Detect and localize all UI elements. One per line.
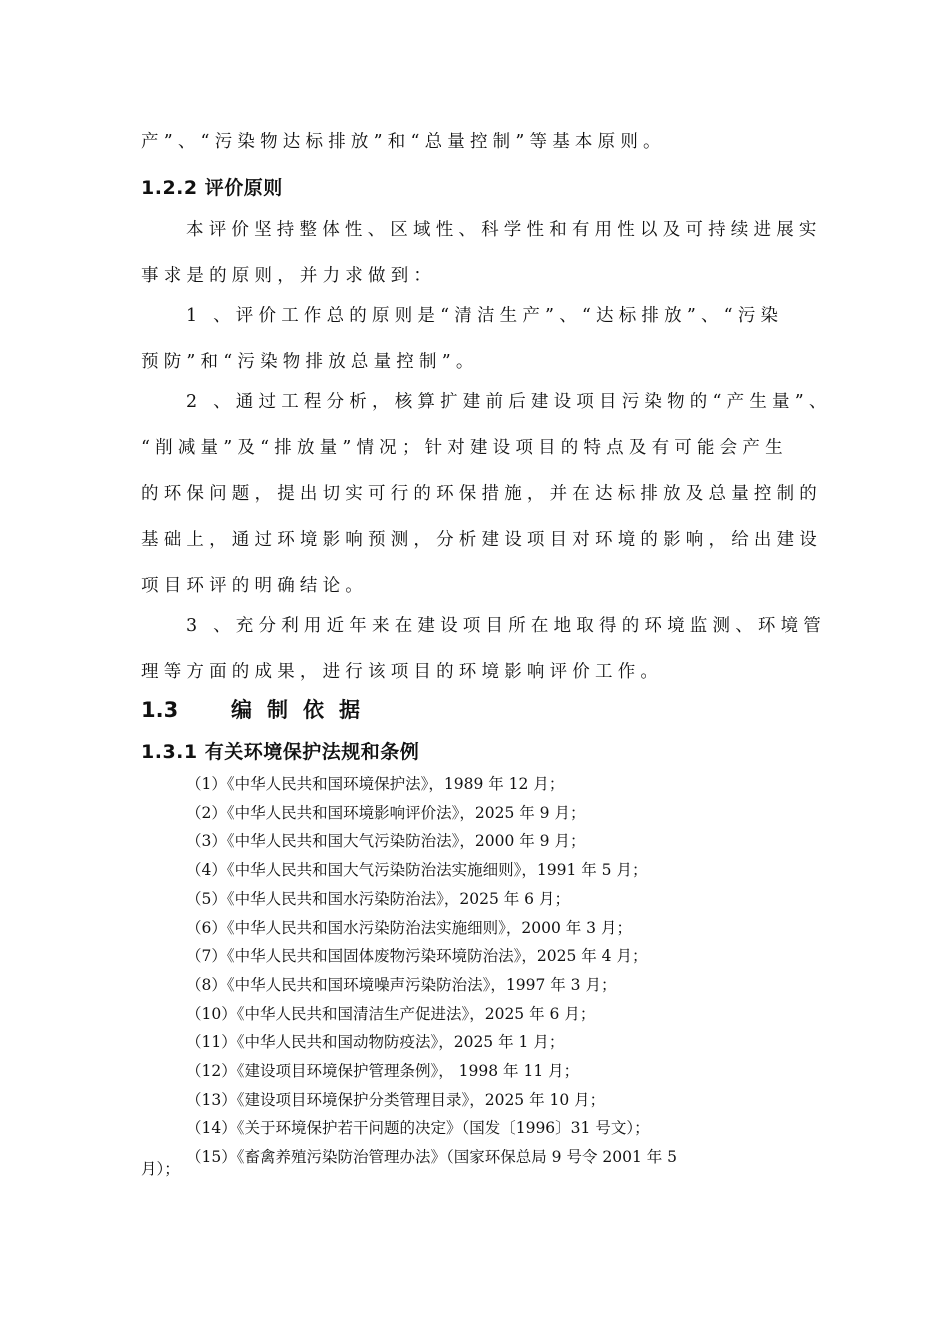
list-item: （4）《中华人民共和国大气污染防治法实施细则》，1991 年 5 月； xyxy=(186,861,648,880)
list-item: （15）《畜禽养殖污染防治管理办法》（国家环保总局 9 号令 2001 年 5 xyxy=(186,1148,678,1167)
paragraph-line: 预防”和“污染物排放总量控制”。 xyxy=(141,352,479,372)
section-title: 编制依据 xyxy=(231,698,375,722)
regulation-list xyxy=(186,770,677,1172)
paragraph-line: “削减量”及“排放量”情况；针对建设项目的特点及有可能会产生 xyxy=(141,438,788,458)
paragraph-line: 2 、通过工程分析，核算扩建前后建设项目污染物的“产生量”、 xyxy=(186,392,832,412)
list-item: （13）《建设项目环境保护分类管理目录》，2025 年 10 月； xyxy=(186,1090,606,1109)
list-item: （10）《中华人民共和国清洁生产促进法》，2025 年 6 月； xyxy=(186,1004,596,1023)
paragraph-line: 1 、评价工作总的原则是“清洁生产”、“达标排放”、“污染 xyxy=(186,306,784,326)
list-item: （12）《建设项目环境保护管理条例》， 1998 年 11 月； xyxy=(186,1062,580,1081)
paragraph-line: 本评价坚持整体性、区域性、科学性和有用性以及可持续进展实 xyxy=(186,220,822,240)
paragraph-line: 基础上，通过环境影响预测，分析建设项目对环境的影响，给出建设 xyxy=(141,530,822,550)
paragraph-line: 项目环评的明确结论。 xyxy=(141,576,368,596)
list-item: （2）《中华人民共和国环境影响评价法》，2025 年 9 月； xyxy=(186,803,586,822)
paragraph-line: 理等方面的成果，进行该项目的环境影响评价工作。 xyxy=(141,662,664,682)
section-heading-1-2-2: 1.2.2 评价原则 xyxy=(141,177,283,199)
list-item: （7）《中华人民共和国固体废物污染环境防治法》，2025 年 4 月； xyxy=(186,947,648,966)
list-item: （1）《中华人民共和国环境保护法》，1989 年 12 月； xyxy=(186,775,565,793)
list-item: （11）《中华人民共和国动物防疫法》，2025 年 1 月； xyxy=(186,1033,565,1052)
list-item: （8）《中华人民共和国环境噪声污染防治法》，1997 年 3 月； xyxy=(186,975,617,994)
list-item: （3）《中华人民共和国大气污染防治法》，2000 年 9 月； xyxy=(186,832,586,851)
list-item: （5）《中华人民共和国水污染防治法》，2025 年 6 月； xyxy=(186,889,570,908)
paragraph-line: 事求是的原则，并力求做到： xyxy=(141,266,437,286)
section-heading-1-3-1: 1.3.1 有关环境保护法规和条例 xyxy=(141,741,420,763)
paragraph-line: 3 、充分利用近年来在建设项目所在地取得的环境监测、环境管 xyxy=(186,616,826,636)
paragraph-line: 的环保问题，提出切实可行的环保措施，并在达标排放及总量控制的 xyxy=(141,484,822,504)
list-item-continuation: 月）； xyxy=(141,1160,180,1178)
list-item: （6）《中华人民共和国水污染防治法实施细则》，2000 年 3 月； xyxy=(186,918,632,937)
section-heading-1-3 xyxy=(141,694,375,724)
list-item: （14）《关于环境保护若干问题的决定》（国发〔1996〕31 号文）； xyxy=(186,1119,650,1138)
section-number: 1.3 xyxy=(141,698,179,722)
intro-text-line: 产”、“污染物达标排放”和“总量控制”等基本原则。 xyxy=(141,132,666,152)
